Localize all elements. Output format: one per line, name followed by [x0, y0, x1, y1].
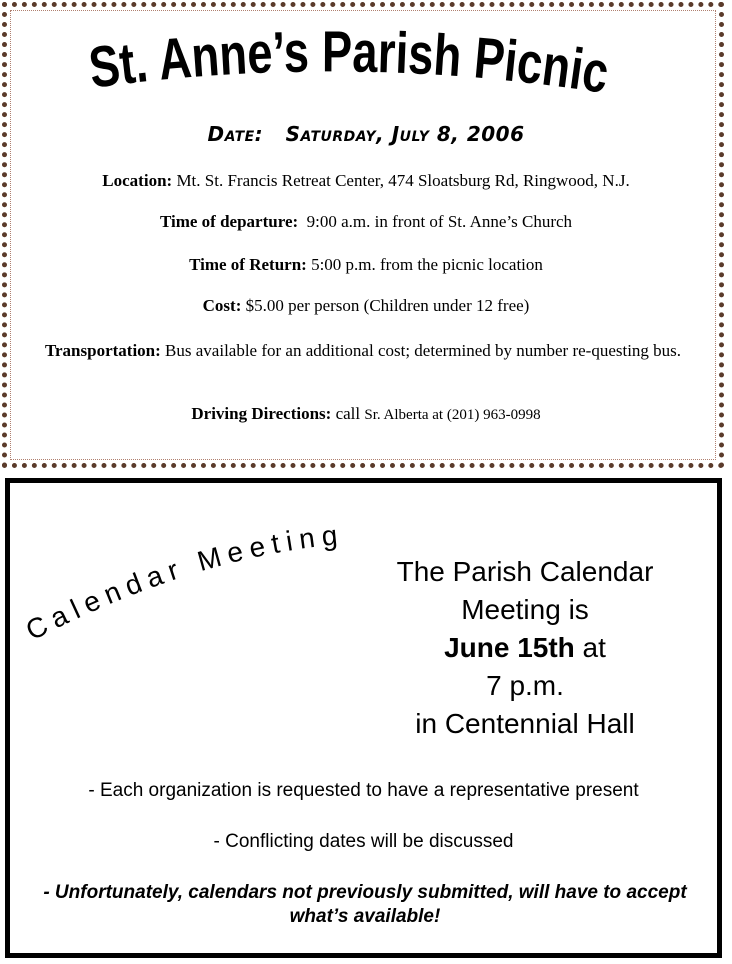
location-line — [0, 170, 732, 192]
return-line — [0, 254, 732, 276]
directions-label: Driving Directions: — [191, 404, 332, 423]
calendar-date: June 15th — [444, 632, 575, 663]
calendar-main-text — [355, 553, 695, 743]
cost-line — [0, 295, 732, 317]
calendar-line-3-rest: at — [574, 632, 606, 663]
transport-value: Bus available for an additional cost; determined by number re-questing bus. — [165, 341, 682, 360]
calendar-line-2: Meeting is — [461, 594, 589, 625]
calendar-curved-title-text: Calendar Meeting — [20, 518, 346, 647]
calendar-location: in Centennial Hall — [415, 708, 635, 739]
date-value: Saturday, July 8, 2006 — [285, 122, 525, 146]
date-label: Date: — [207, 122, 264, 146]
transport-line — [18, 340, 708, 362]
return-label: Time of Return: — [189, 255, 307, 274]
cost-value: $5.00 per person (Children under 12 free) — [245, 296, 530, 315]
calendar-note: - Unfortunately, calendars not previously submitted, will have to accept what’s available! — [43, 882, 687, 927]
directions-line — [0, 403, 732, 426]
transport-label: Transportation: — [44, 341, 161, 360]
picnic-title-text: St. Anne’s Parish Picnic — [85, 19, 620, 108]
calendar-line-1: The Parish Calendar — [396, 556, 654, 587]
calendar-bullet-2: - Conflicting dates will be discussed — [213, 831, 514, 852]
svg-text:St. Anne’s Parish Picnic — [85, 19, 620, 108]
return-value: 5:00 p.m. from the picnic location — [311, 255, 543, 274]
calendar-time: 7 p.m. — [486, 670, 564, 701]
directions-call: call — [335, 404, 361, 423]
calendar-notice — [5, 478, 722, 958]
directions-value: Sr. Alberta at (201) 963-0998 — [364, 407, 541, 423]
svg-text:Calendar Meeting — [21, 519, 346, 646]
calendar-line-3 — [355, 629, 695, 667]
location-label: Location: — [102, 171, 173, 190]
departure-value: 9:00 a.m. in front of St. Anne’s Church — [306, 212, 573, 231]
picnic-title — [0, 0, 732, 120]
calendar-bullet-1: - Each organization is requested to have a representative present — [88, 780, 639, 801]
departure-line — [0, 211, 732, 233]
calendar-curved-title — [10, 483, 370, 663]
picnic-date — [0, 122, 732, 146]
location-value: Mt. St. Francis Retreat Center, 474 Sloatsburg Rd, Ringwood, N.J. — [176, 171, 630, 190]
cost-label: Cost: — [202, 296, 242, 315]
departure-label: Time of departure: — [159, 212, 299, 231]
